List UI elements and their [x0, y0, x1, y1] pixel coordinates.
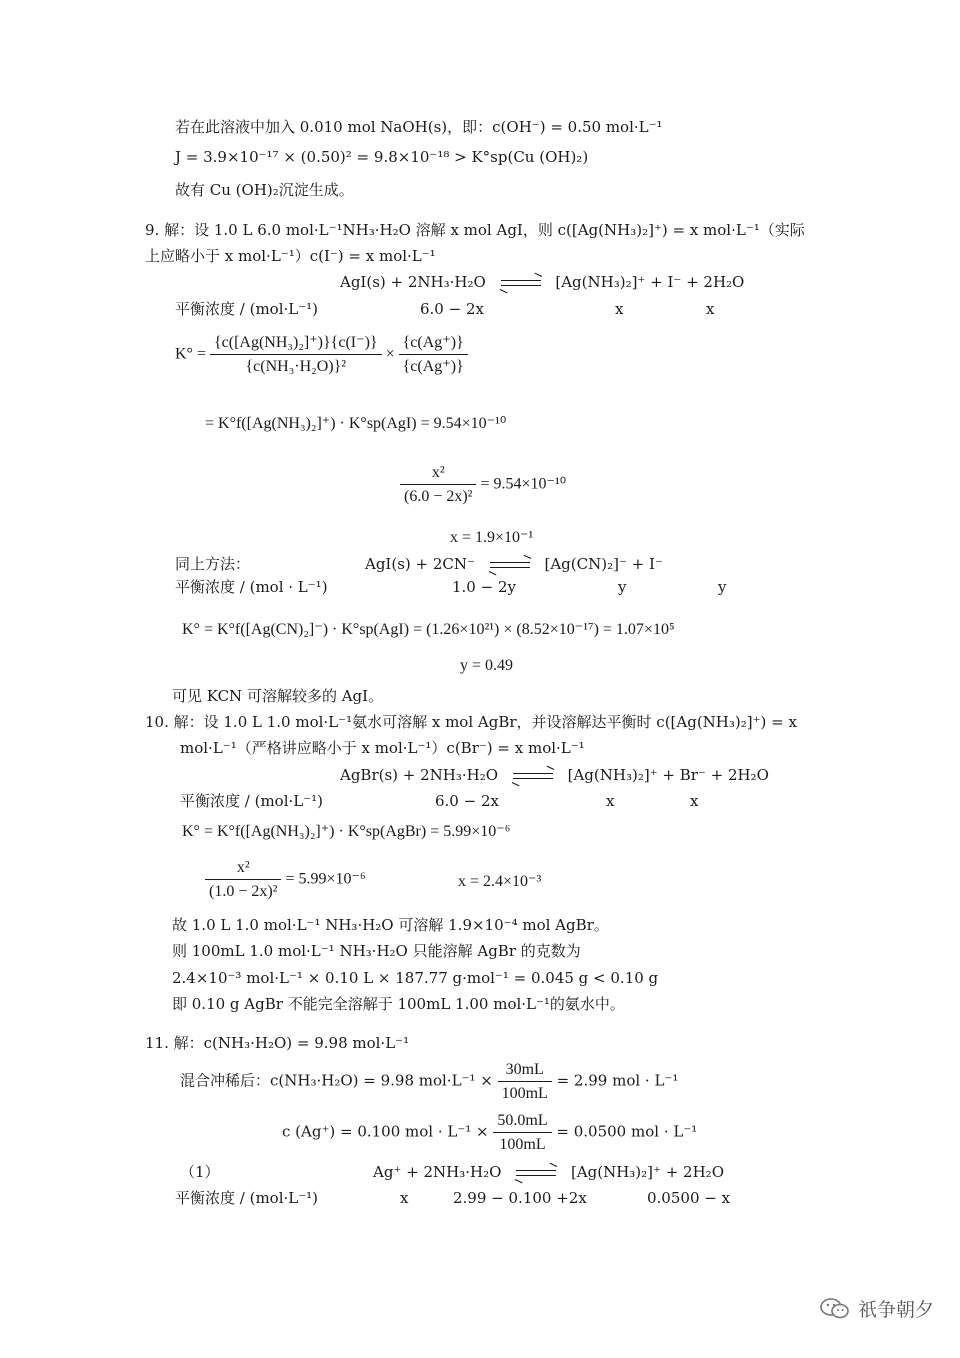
x-value: x = 1.9×10⁻¹ — [450, 529, 534, 546]
fraction — [399, 333, 468, 376]
fraction-numerator: 30mL — [498, 1060, 552, 1082]
text-line: （1） — [180, 1163, 220, 1181]
fraction-numerator: x² — [205, 858, 281, 880]
dilution-line — [180, 1060, 678, 1103]
text-segment: = 2.99 mol · L⁻¹ — [556, 1071, 679, 1090]
equilibrium-value: x — [606, 792, 615, 810]
fraction-denominator: {c(Ag⁺)} — [402, 358, 464, 376]
fraction-numerator: {c([Ag(NH₃)₂]⁺)}{c(I⁻)} — [210, 333, 382, 355]
fraction — [210, 333, 382, 376]
problem-10-heading: 10. 解：设 1.0 L 1.0 mol·L⁻¹氨水可溶解 x mol AgBr，并设溶解达平衡时 c([Ag(NH₃)₂]⁺) = x — [145, 713, 797, 731]
reaction-left: Ag⁺ + 2NH₃·H₂O — [373, 1163, 502, 1181]
reaction-equation — [373, 1163, 724, 1181]
wechat-icon — [820, 1297, 850, 1321]
reaction-equation — [340, 273, 744, 291]
times-sign: × — [385, 345, 395, 363]
text-line: 若在此溶液中加入 0.010 mol NaOH(s)，即：c(OH⁻) = 0.50 mol·L⁻¹ — [175, 118, 663, 136]
equilibrium-value: 6.0 − 2x — [435, 792, 499, 810]
equilibrium-value: 2.99 − 0.100 +2x — [453, 1189, 587, 1207]
text-line: 故 1.0 L 1.0 mol·L⁻¹ NH₃·H₂O 可溶解 1.9×10⁻⁴ mol AgBr。 — [172, 916, 609, 934]
equilibrium-value: x — [615, 300, 624, 318]
reaction-right: [Ag(NH₃)₂]⁺ + I⁻ + 2H₂O — [555, 273, 745, 291]
k-symbol: K° = — [175, 345, 206, 363]
equilibrium-value: x — [690, 792, 699, 810]
fraction-denominator: {c(NH₃·H₂O)}² — [245, 358, 347, 376]
problem-11-heading: 11. 解：c(NH₃·H₂O) = 9.98 mol·L⁻¹ — [145, 1034, 410, 1052]
watermark — [820, 1295, 934, 1322]
equilibrium-value: 6.0 − 2x — [420, 300, 484, 318]
reaction-equation — [365, 555, 663, 573]
equilibrium-label: 平衡浓度 / (mol·L⁻¹) — [180, 792, 324, 810]
text-line: 上应略小于 x mol·L⁻¹）c(I⁻) = x mol·L⁻¹ — [145, 247, 436, 265]
equilibrium-arrow-icon — [513, 771, 553, 781]
fraction-denominator: (6.0 − 2x)² — [404, 488, 473, 506]
k-expression: K° = K°f([Ag(CN)₂]⁻) · K°sp(AgI) = (1.26×10²¹) × (8.52×10⁻¹⁷) = 1.07×10⁵ — [182, 621, 675, 638]
problem-9-heading: 9. 解：设 1.0 L 6.0 mol·L⁻¹NH₃·H₂O 溶解 x mol AgI，则 c([Ag(NH₃)₂]⁺) = x mol·L⁻¹（实际 — [145, 221, 805, 239]
equation-rhs: = 5.99×10⁻⁶ — [285, 870, 366, 888]
text-line: mol·L⁻¹（严格讲应略小于 x mol·L⁻¹）c(Br⁻) = x mol·L⁻¹ — [180, 739, 585, 757]
y-value: y = 0.49 — [460, 657, 514, 674]
fraction-denominator: 100mL — [501, 1085, 548, 1103]
fraction-numerator: {c(Ag⁺)} — [399, 333, 468, 355]
equilibrium-label: 平衡浓度 / (mol·L⁻¹) — [175, 300, 319, 318]
fraction-denominator: 100mL — [499, 1136, 546, 1154]
k-expression: = K°f([Ag(NH₃)₂]⁺) · K°sp(AgI) = 9.54×10⁻¹⁰ — [205, 415, 507, 432]
text-line: 2.4×10⁻³ mol·L⁻¹ × 0.10 L × 187.77 g·mol⁻¹ = 0.045 g < 0.10 g — [172, 969, 659, 987]
text-line: 即 0.10 g AgBr 不能完全溶解于 100mL 1.00 mol·L⁻¹的氨水中。 — [172, 995, 625, 1013]
reaction-right: [Ag(NH₃)₂]⁺ + 2H₂O — [570, 1163, 724, 1181]
x-value: x = 2.4×10⁻³ — [458, 873, 542, 890]
x-equation — [205, 858, 366, 901]
equilibrium-value: 0.0500 − x — [647, 1189, 731, 1207]
reaction-left: AgI(s) + 2NH₃·H₂O — [340, 273, 486, 291]
k-expression: K° = K°f([Ag(NH₃)₂]⁺) · K°sp(AgBr) = 5.99×10⁻⁶ — [182, 823, 511, 840]
equilibrium-arrow-icon — [501, 278, 541, 288]
reaction-right: [Ag(CN)₂]⁻ + I⁻ — [544, 555, 663, 573]
fraction — [493, 1111, 551, 1154]
equilibrium-value: y — [718, 578, 727, 596]
reaction-equation — [340, 766, 769, 784]
equilibrium-value: x — [706, 300, 715, 318]
reaction-left: AgBr(s) + 2NH₃·H₂O — [340, 766, 499, 784]
equilibrium-arrow-icon — [516, 1168, 556, 1178]
fraction — [498, 1060, 552, 1103]
fraction-denominator: (1.0 − 2x)² — [209, 883, 278, 901]
x-equation — [400, 463, 566, 506]
equilibrium-value: y — [618, 578, 627, 596]
text-segment: 混合冲稀后：c(NH₃·H₂O) = 9.98 mol·L⁻¹ × — [180, 1071, 493, 1090]
dilution-line — [282, 1111, 697, 1154]
text-line: 故有 Cu (OH)₂沉淀生成。 — [175, 181, 354, 199]
equation-rhs: = 9.54×10⁻¹⁰ — [480, 475, 567, 493]
equilibrium-label: 平衡浓度 / (mol·L⁻¹) — [175, 1189, 319, 1207]
text-line: 同上方法： — [175, 555, 251, 573]
text-line: 可见 KCN 可溶解较多的 AgI。 — [172, 687, 384, 705]
equilibrium-arrow-icon — [490, 560, 530, 570]
equilibrium-value: 1.0 − 2y — [452, 578, 516, 596]
k-expression — [175, 333, 468, 376]
text-line: J = 3.9×10⁻¹⁷ × (0.50)² = 9.8×10⁻¹⁸ > K°sp(Cu (OH)₂) — [175, 148, 589, 166]
equilibrium-label: 平衡浓度 / (mol · L⁻¹) — [175, 578, 328, 596]
fraction — [400, 463, 476, 506]
reaction-right: [Ag(NH₃)₂]⁺ + Br⁻ + 2H₂O — [567, 766, 769, 784]
fraction-numerator: 50.0mL — [493, 1111, 551, 1133]
fraction — [205, 858, 281, 901]
watermark-text: 祇争朝夕 — [857, 1299, 934, 1321]
equilibrium-value: x — [400, 1189, 409, 1207]
fraction-numerator: x² — [400, 463, 476, 485]
text-segment: c (Ag⁺) = 0.100 mol · L⁻¹ × — [282, 1122, 489, 1141]
text-line: 则 100mL 1.0 mol·L⁻¹ NH₃·H₂O 只能溶解 AgBr 的克数为 — [172, 942, 581, 960]
reaction-left: AgI(s) + 2CN⁻ — [365, 555, 475, 573]
text-segment: = 0.0500 mol · L⁻¹ — [556, 1122, 698, 1141]
